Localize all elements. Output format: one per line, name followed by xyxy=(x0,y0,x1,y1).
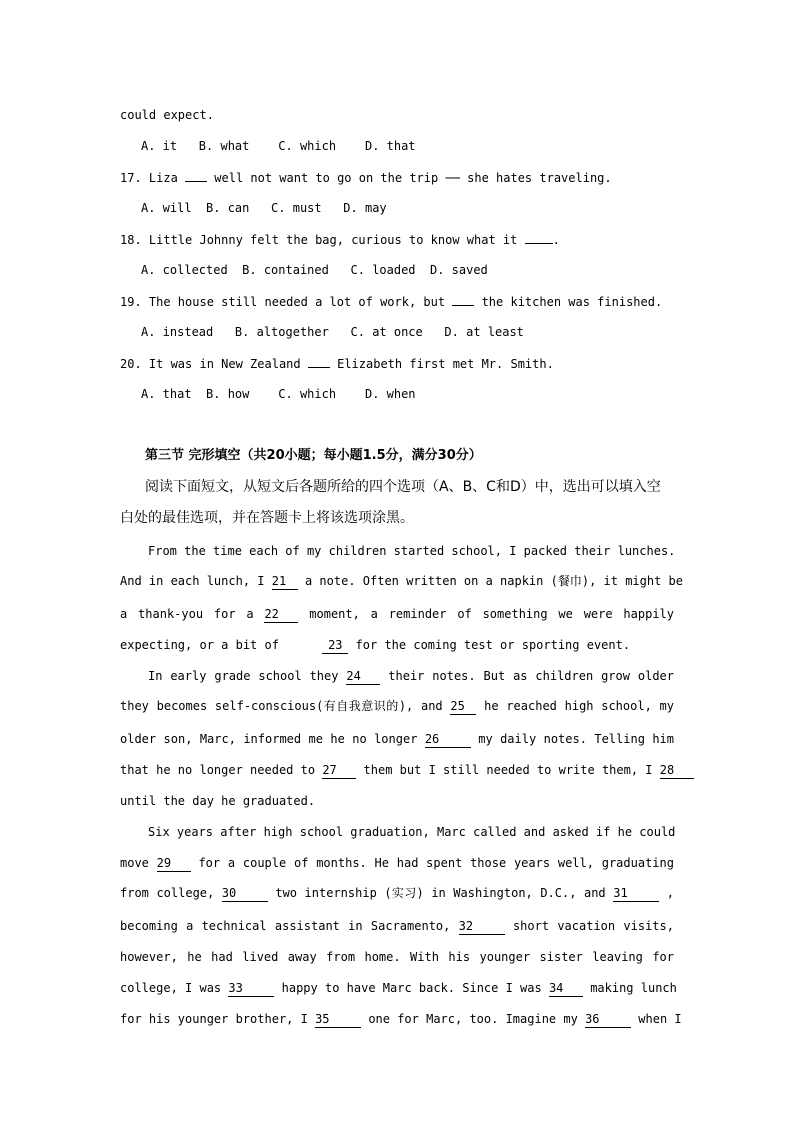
blank-24: 24 xyxy=(346,669,380,685)
passage-text: In early grade school they xyxy=(148,669,339,683)
passage-line xyxy=(120,853,674,873)
options-text: A. will B. can C. must D. may xyxy=(141,201,387,215)
blank-21: 21 xyxy=(272,574,298,590)
gloss-text: 实习 xyxy=(391,886,417,900)
options-text: A. that B. how C. which D. when xyxy=(141,387,416,401)
question-17-stem xyxy=(120,167,674,187)
question-text: the kitchen was finished. xyxy=(481,295,663,309)
question-text: . xyxy=(552,233,560,247)
passage-text: ) in Washington, D.C., and xyxy=(416,886,606,900)
passage-line xyxy=(120,1009,682,1029)
answer-blank xyxy=(308,353,330,368)
passage-text: their notes. But as children grow older xyxy=(388,669,674,683)
blank-28: 28 xyxy=(660,763,694,779)
passage-text: making lunch xyxy=(590,981,677,995)
passage-text: when I xyxy=(638,1012,682,1026)
passage-text: , xyxy=(666,886,674,900)
passage-text: Six years after high school graduation, Marc called and asked if he could xyxy=(148,825,676,839)
answer-blank xyxy=(525,229,553,244)
question-18-stem xyxy=(120,229,674,249)
passage-text: he reached high school, my xyxy=(484,699,674,713)
passage-text: expecting, or a bit of xyxy=(120,638,279,652)
passage-text: for the coming test or sporting event. xyxy=(355,638,631,652)
blank-34: 34 xyxy=(549,981,583,997)
passage-line xyxy=(120,883,674,903)
passage-text: two internship ( xyxy=(275,886,392,900)
passage-text: a note. Often written on a napkin ( xyxy=(304,574,558,588)
question-text: 17. Liza xyxy=(120,171,178,185)
question-text: well not want to go on the trip ── she hates traveling. xyxy=(214,171,612,185)
passage-line xyxy=(148,666,674,686)
passage-line xyxy=(120,978,677,998)
question-text: 19. The house still needed a lot of work, but xyxy=(120,295,446,309)
gloss-text: 有自我意识的 xyxy=(323,699,399,713)
passage-text: From the time each of my children started school, I packed their lunches. xyxy=(148,544,676,558)
question-19-options xyxy=(141,322,674,342)
blank-32: 32 xyxy=(459,919,505,935)
question-20-options xyxy=(141,384,674,404)
blank-31: 31 xyxy=(613,886,659,902)
passage-line xyxy=(120,916,674,936)
passage-line xyxy=(148,822,674,842)
instruction-line-2: 白处的最佳选项，并在答题卡上将该选项涂黑。 xyxy=(120,510,414,526)
passage-line xyxy=(120,604,674,624)
passage-text: And in each lunch, I xyxy=(120,574,265,588)
passage-line xyxy=(148,541,674,561)
blank-33: 33 xyxy=(228,981,274,997)
question-20-stem xyxy=(120,353,674,373)
passage-text: for a couple of months. He had spent those years well, graduating xyxy=(198,856,674,870)
answer-blank xyxy=(185,167,207,182)
options-text: A. instead B. altogether C. at once D. at least xyxy=(141,325,524,339)
options-text: A. it B. what C. which D. that xyxy=(141,139,416,153)
question-16-stem-tail xyxy=(120,105,674,125)
passage-line xyxy=(120,947,674,967)
answer-blank xyxy=(452,291,474,306)
blank-35: 35 xyxy=(315,1012,361,1028)
question-text: could expect. xyxy=(120,108,214,122)
blank-30: 30 xyxy=(222,886,268,902)
passage-text: however, he had lived away from home. With his younger sister leaving for xyxy=(120,950,674,964)
blank-26: 26 xyxy=(425,732,471,748)
passage-text: older son, Marc, informed me he no longer xyxy=(120,732,418,746)
question-text: 18. Little Johnny felt the bag, curious to know what it xyxy=(120,233,518,247)
gloss-text: 餐巾 xyxy=(557,574,582,588)
passage-text: my daily notes. Telling him xyxy=(478,732,674,746)
question-text: 20. It was in New Zealand xyxy=(120,357,301,371)
passage-line xyxy=(120,696,674,716)
instruction-line-1: 阅读下面短文，从短文后各题所给的四个选项（A、B、C和D）中，选出可以填入空 xyxy=(145,479,661,495)
blank-25: 25 xyxy=(450,699,476,715)
passage-line xyxy=(120,791,674,811)
passage-line xyxy=(120,729,674,749)
question-16-options xyxy=(141,136,674,156)
passage-line xyxy=(120,760,674,780)
section-heading: 第三节 完形填空（共20小题；每小题1.5分，满分30分） xyxy=(145,448,482,463)
passage-text: happy to have Marc back. Since I was xyxy=(281,981,542,995)
passage-text: ), it might be xyxy=(581,574,684,588)
question-17-options xyxy=(141,198,674,218)
passage-text: ), and xyxy=(398,699,443,713)
passage-text: they becomes self-conscious( xyxy=(120,699,324,713)
passage-text: move xyxy=(120,856,149,870)
blank-36: 36 xyxy=(585,1012,631,1028)
passage-text: for his younger brother, I xyxy=(120,1012,308,1026)
passage-text: moment, a reminder of something we were happily xyxy=(309,607,674,621)
question-19-stem xyxy=(120,291,674,311)
blank-27: 27 xyxy=(322,763,356,779)
passage-line xyxy=(120,635,674,655)
passage-text: them but I still needed to write them, I xyxy=(363,763,653,777)
passage-text: from college, xyxy=(120,886,215,900)
passage-text: short vacation visits, xyxy=(512,919,674,933)
question-18-options xyxy=(141,260,674,280)
blank-23: 23 xyxy=(322,638,348,654)
passage-text: becoming a technical assistant in Sacramento, xyxy=(120,919,451,933)
passage-text: a thank-you for a xyxy=(120,607,254,621)
passage-text: college, I was xyxy=(120,981,222,995)
passage-text: until the day he graduated. xyxy=(120,794,316,808)
blank-29: 29 xyxy=(157,856,191,872)
options-text: A. collected B. contained C. loaded D. saved xyxy=(141,263,488,277)
blank-22: 22 xyxy=(264,607,298,623)
passage-text: one for Marc, too. Imagine my xyxy=(368,1012,578,1026)
passage-line xyxy=(120,571,684,591)
passage-text: that he no longer needed to xyxy=(120,763,316,777)
question-text: Elizabeth first met Mr. Smith. xyxy=(337,357,554,371)
